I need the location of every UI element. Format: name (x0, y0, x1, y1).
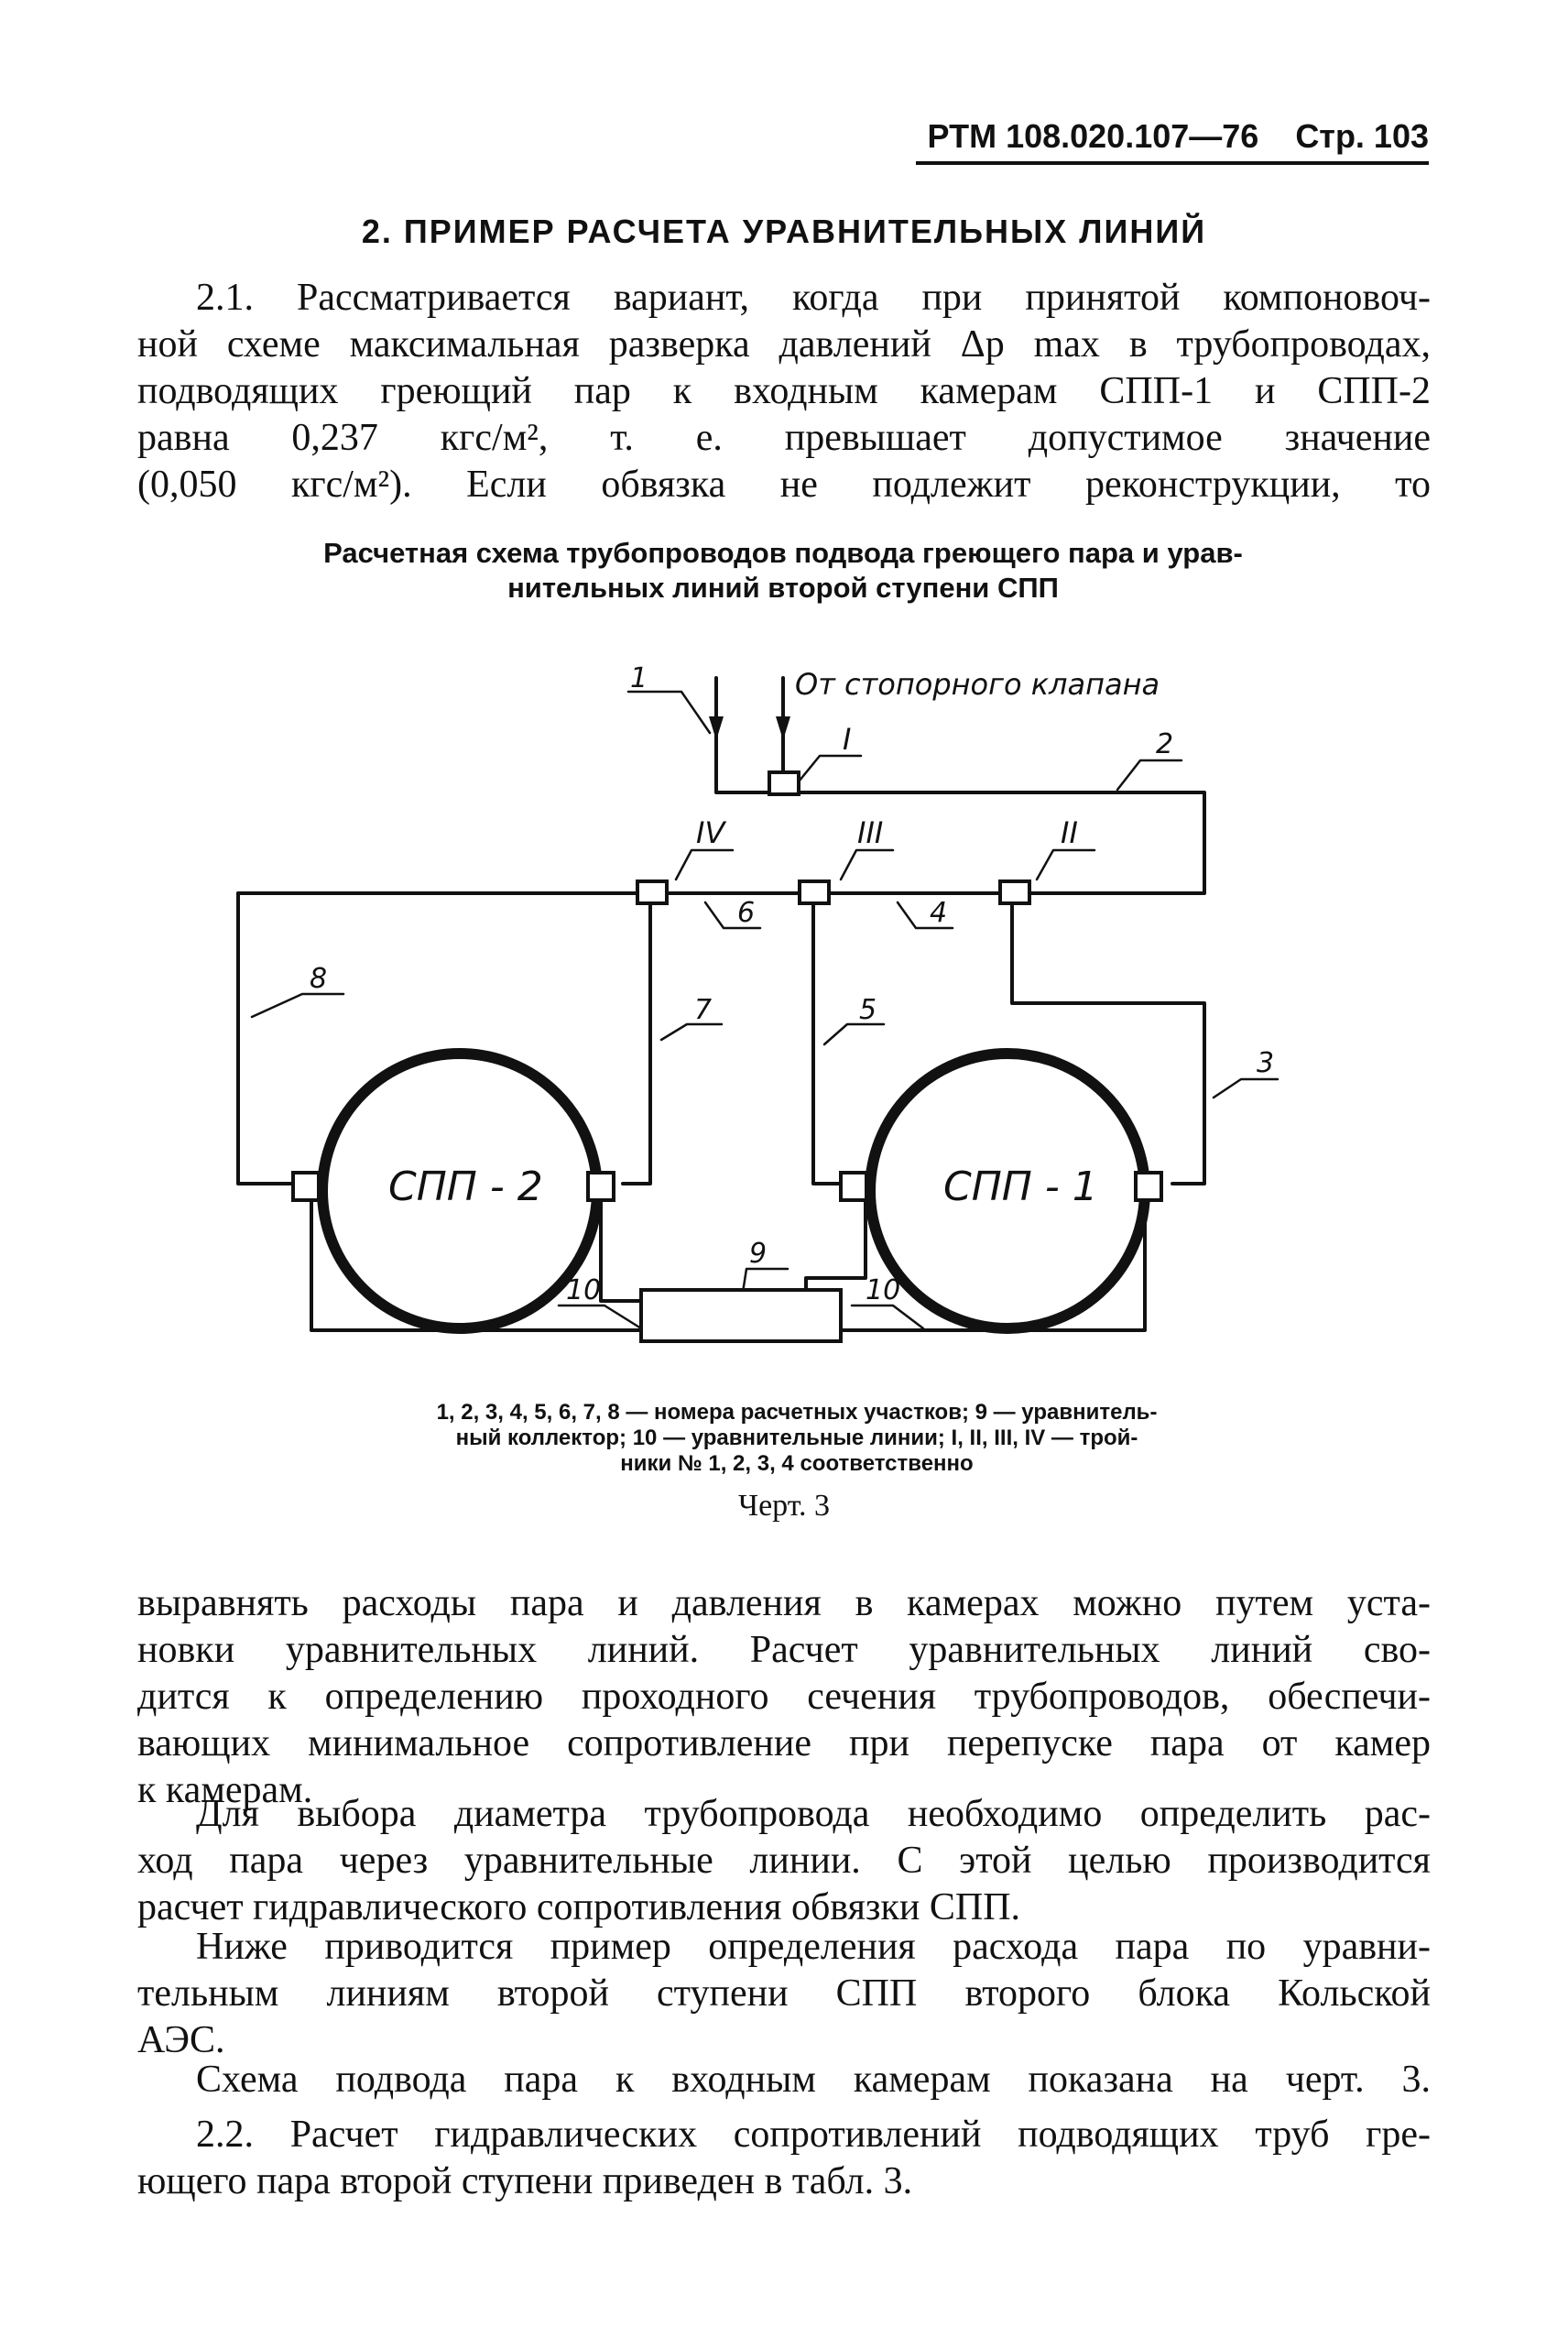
text-line: дится к определению проходного сечения трубопроводов, обеспечи- (137, 1676, 1431, 1718)
text-line: равна 0,237 кгс/м², т. е. превышает допустимое значение (137, 417, 1431, 459)
section-label-1: 1 (630, 662, 648, 694)
document-code: РТМ 108.020.107—76 (927, 117, 1259, 155)
text-line: вающих минимальное сопротивление при перепуске пара от камер (137, 1722, 1431, 1764)
section-label-3: 3 (1257, 1047, 1275, 1079)
text-line: Схема подвода пара к входным камерам показана на черт. 3. (196, 2059, 1431, 2101)
tee-IV-icon (637, 881, 667, 903)
section-label-5: 5 (859, 994, 877, 1026)
page-number: Стр. 103 (1295, 117, 1429, 155)
legend-line: ники № 1, 2, 3, 4 соответственно (620, 1451, 974, 1476)
section-label-10-left: 10 (566, 1274, 602, 1306)
text-line: тельным линиям второй ступени СПП второго блока Кольской (137, 1972, 1431, 2015)
nozzle-icon (1136, 1173, 1161, 1200)
text-line: ющего пара второй ступени приведен в табл. 3. (137, 2160, 913, 2202)
equalizing-line-right-inner (806, 1202, 866, 1301)
text-line: 2.1. Рассматривается вариант, когда при принятой компоновоч- (196, 277, 1431, 319)
tee-III-icon (800, 881, 829, 903)
nozzle-icon (293, 1173, 319, 1200)
paragraph-diameter (137, 1791, 1431, 1931)
text-line: ной схеме максимальная разверка давлений Δp max в трубопроводах, (137, 323, 1431, 366)
legend-line: 1, 2, 3, 4, 5, 6, 7, 8 — номера расчетных участков; 9 — уравнитель- (436, 1400, 1158, 1425)
legend-line: ный коллектор; 10 — уравнительные линии; I, II, III, IV — трой- (455, 1426, 1138, 1450)
section-label-4: 4 (930, 897, 948, 929)
section-label-10-right: 10 (866, 1274, 901, 1306)
equalizing-collector (641, 1290, 841, 1341)
source-label: От стопорного клапана (795, 667, 1160, 702)
tee-II-icon (1000, 881, 1029, 903)
tee-label-III: III (857, 815, 884, 850)
pipe-section-7 (623, 893, 650, 1184)
pipe-section-8 (238, 893, 295, 1184)
section-label-9: 9 (749, 1238, 768, 1270)
paragraph-continuation (137, 1580, 1431, 1814)
text-line: ход пара через уравнительные линии. С этой целью производится (137, 1840, 1431, 1882)
figure-caption-line: Расчетная схема трубопроводов подвода греющего пара и урав- (323, 537, 1243, 569)
section-label-7: 7 (694, 994, 713, 1026)
section-title: 2. ПРИМЕР РАСЧЕТА УРАВНИТЕЛЬНЫХ ЛИНИЙ (361, 213, 1207, 250)
tee-label-IV: IV (696, 815, 725, 850)
tee-I-icon (769, 772, 799, 794)
text-line: к камерам. (137, 1769, 313, 1811)
paragraph-scheme (137, 2057, 1431, 2103)
text-line: Для выбора диаметра трубопровода необходимо определить рас- (196, 1793, 1431, 1835)
arrow-head-icon (776, 716, 790, 740)
text-line: АЭС. (137, 2019, 225, 2061)
text-line: Ниже приводится пример определения расхода пара по уравни- (196, 1926, 1431, 1968)
vessel-left-label: СПП - 2 (388, 1164, 543, 1210)
section-label-8: 8 (310, 963, 328, 995)
paragraph-example (137, 1924, 1431, 2064)
text-line: новки уравнительных линий. Расчет уравнительных линий сво- (137, 1629, 1431, 1671)
text-line: расчет гидравлического сопротивления обвязки СПП. (137, 1886, 1021, 1928)
section-label-2: 2 (1156, 728, 1174, 760)
text-line: выравнять расходы пара и давления в камерах можно путем уста- (137, 1582, 1431, 1624)
nozzle-icon (588, 1173, 614, 1200)
equalizing-line-left-inner (601, 1202, 641, 1301)
section-label-6: 6 (737, 897, 756, 929)
tee-label-I: I (843, 722, 852, 757)
arrow-head-icon (709, 716, 724, 740)
figure-legend (357, 1400, 1236, 1477)
text-line: 2.2. Расчет гидравлических сопротивлений подводящих труб гре- (196, 2114, 1431, 2156)
figure-caption-line: нительных линий второй ступени СПП (507, 572, 1059, 604)
text-line: (0,050 кгс/м²). Если обвязка не подлежит реконструкции, то (137, 464, 1431, 506)
figure-number: Черт. 3 (737, 1489, 831, 1523)
nozzle-icon (841, 1173, 866, 1200)
text-line: подводящих греющий пар к входным камерам СПП-1 и СПП-2 (137, 370, 1431, 412)
paragraph-2-2 (137, 2112, 1431, 2205)
vessel-right-label: СПП - 1 (943, 1164, 1098, 1210)
tee-label-II: II (1061, 815, 1078, 850)
